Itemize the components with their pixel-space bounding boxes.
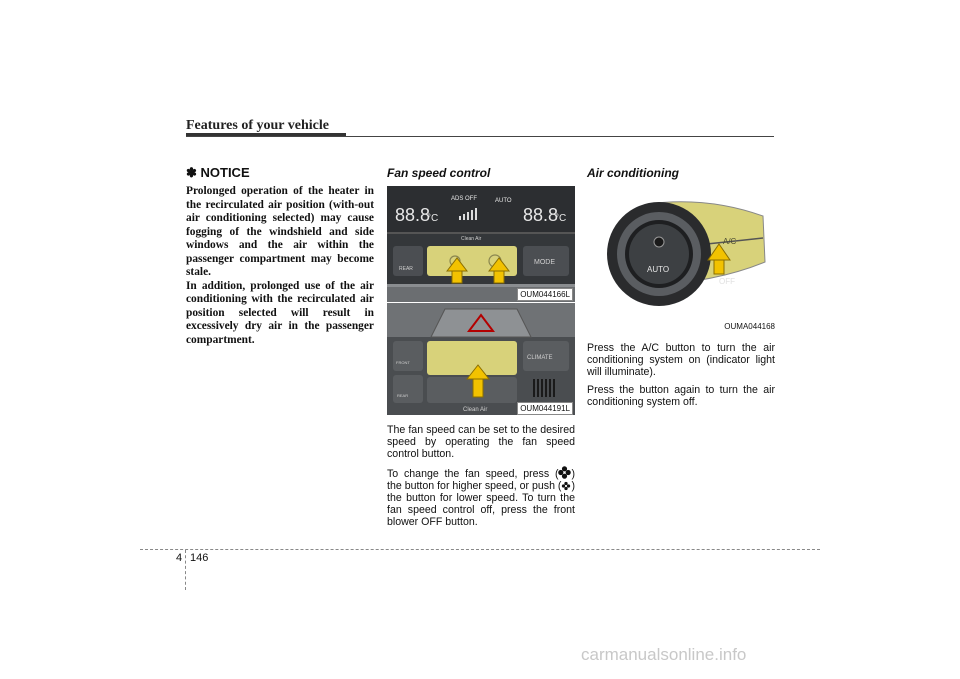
ac-knob-figure: [587, 186, 775, 334]
display-right-unit: °C: [555, 213, 567, 224]
figure-1-label: OUM044166L: [517, 288, 573, 301]
figure-2-label: OUM044191L: [517, 402, 573, 415]
fan-speed-para-1: The fan speed can be set to the desired speed by operating the fan speed control button.: [387, 424, 575, 461]
ac-figure-label: OUMA044168: [724, 322, 775, 331]
page-number: 146: [190, 552, 209, 564]
display-right-temp: 88.8: [523, 205, 559, 225]
notice-body: [186, 185, 374, 347]
fan-speed-body: [387, 424, 575, 534]
footer-rule: [140, 549, 820, 550]
notice-paragraph-2: In addition, prolonged use of the air conditioning with the recirculated air position selected will result in excessively dry air in the passenger compartment.: [186, 279, 374, 346]
watermark: carmanualsonline.info: [581, 645, 747, 664]
fan-panel-figure-1: [387, 186, 575, 302]
knob-ac-label: A/C: [723, 237, 737, 246]
ac-knob-illustration: [587, 186, 775, 322]
rear-label-2: REAR: [397, 393, 409, 398]
ac-body: [587, 342, 775, 413]
page-header-title: Features of your vehicle: [186, 118, 329, 133]
clean-air-label-2: Clean Air: [463, 407, 488, 413]
header-rule: [186, 136, 774, 137]
air-conditioning-heading: Air conditioning: [587, 166, 679, 180]
fan-speed-para-2b: ) the button for higher speed, or push (: [387, 467, 575, 492]
fan-panel-illustration-2: [387, 303, 575, 415]
mode-label: MODE: [534, 259, 555, 266]
fan-speed-heading: Fan speed control: [387, 166, 491, 180]
fan-panel-figure-2: [387, 303, 575, 415]
notice-title: ✽ NOTICE: [186, 165, 250, 180]
knob-auto-label: AUTO: [647, 265, 670, 274]
auto-label: AUTO: [495, 198, 512, 204]
notice-paragraph-1: Prolonged operation of the heater in the recirculated air position (with-out air conditioning selected) may cause fogging of the windshield and side windows and the air within the passenger compartment may become stale.: [186, 185, 374, 278]
fan-speed-para-2c: ) the button for lower speed. To turn the fan speed control off, press the front blower OFF button.: [387, 479, 575, 529]
fan-high-icon: [558, 466, 571, 479]
front-label: FRONT: [396, 360, 410, 365]
clean-air-label: Clean Air: [461, 236, 482, 242]
climate-label: CLIMATE: [527, 355, 553, 361]
ads-off-label: ADS OFF: [451, 196, 478, 202]
footer-divider: [185, 550, 186, 590]
chapter-number: 4: [176, 552, 183, 564]
fan-speed-para-2a: To change the fan speed, press (: [387, 467, 559, 480]
display-left-unit: °C: [427, 213, 439, 224]
rear-label: REAR: [399, 266, 413, 272]
fan-panel-illustration: [387, 186, 575, 302]
fan-speed-para-2: [387, 466, 575, 529]
knob-off-label: OFF: [719, 277, 735, 286]
ac-para-1: Press the A/C button to turn the air conditioning system on (indicator light will illuminate).: [587, 342, 775, 379]
display-left-temp: 88.8: [395, 205, 431, 225]
fan-low-icon-inline: [561, 481, 571, 491]
ac-para-2: Press the button again to turn the air conditioning system off.: [587, 383, 775, 408]
